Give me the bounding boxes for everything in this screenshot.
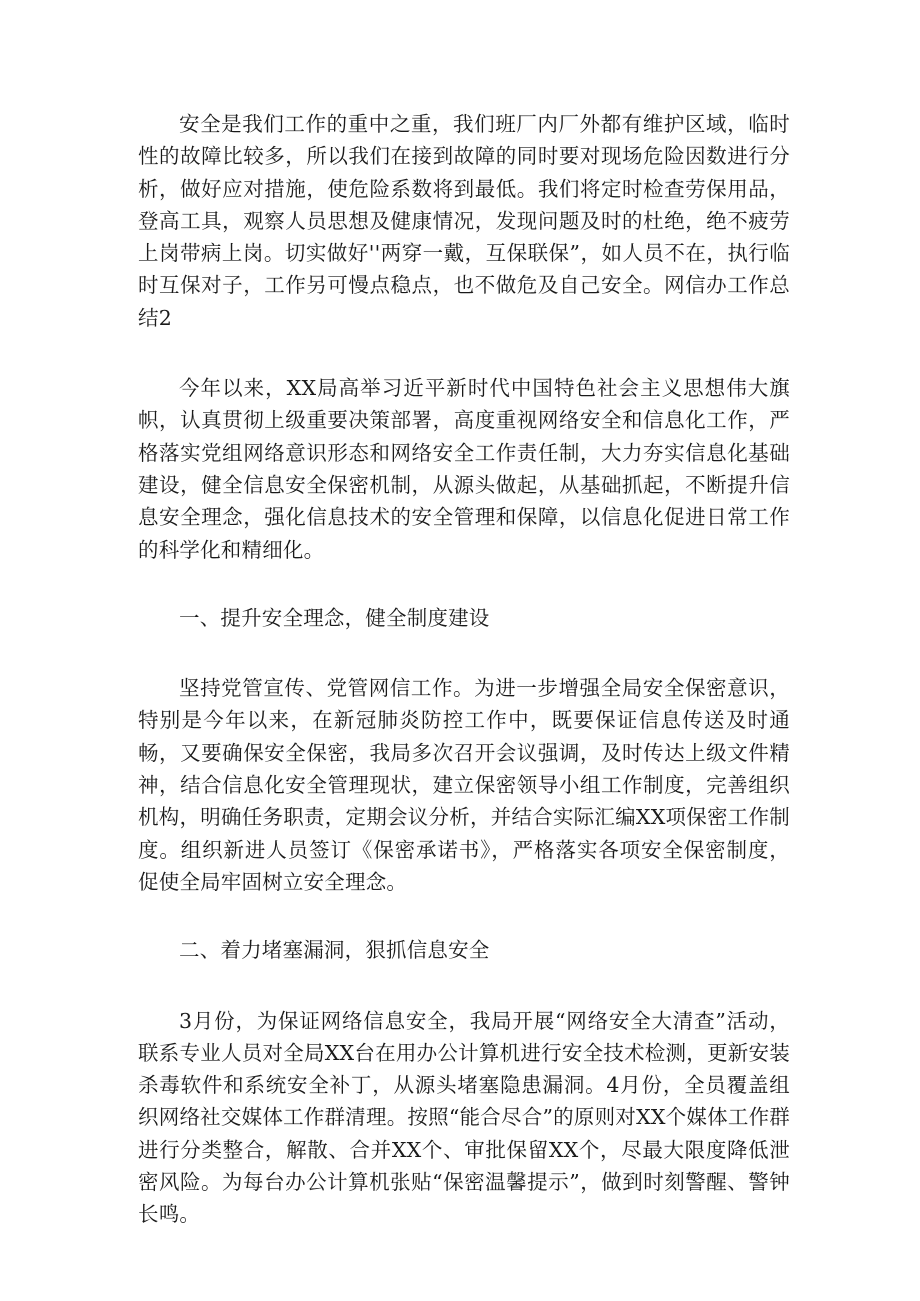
paragraph-security-concept: 坚持党管宣传、党管网信工作。为进一步增强全局安全保密意识，特别是今年以来，在新冠肺炎防控工作中，既要保证信息传送及时通畅，又要确保安全保密，我局多次召开会议强调，及时传达上级文件精神，结合信息化安全管理现状，建立保密领导小组工作制度，完善组织机构，明确任务职责，定期会议分析，并结合实际汇编XX项保密工作制度。组织新进人员签订《保密承诺书》，严格落实各项安全保密制度，促使全局牢固树立安全理念。 [138, 676, 790, 894]
paragraph-intro-summary: 今年以来，XX局高举习近平新时代中国特色社会主义思想伟大旗帜，认真贯彻上级重要决策部署，高度重视网络安全和信息化工作，严格落实党组网络意识形态和网络安全工作责任制，大力夯实信息化基础建设，健全信息安全保密机制，从源头做起，从基础抓起，不断提升信息安全理念，强化信息技术的安全管理和保障，以信息化促进日常工作的科学化和精细化。 [138, 376, 790, 562]
section-heading-2: 二、着力堵塞漏洞，狠抓信息安全 [179, 938, 490, 963]
section-heading-1: 一、提升安全理念，健全制度建设 [179, 605, 490, 630]
paragraph-safety-work: 安全是我们工作的重中之重，我们班厂内厂外都有维护区域，临时性的故障比较多，所以我们在接到故障的同时要对现场危险因数进行分析，做好应对措施，使危险系数将到最低。我们将定时检查劳保用品，登高工具，观察人员思想及健康情况，发现问题及时的杜绝，绝不疲劳上岗带病上岗。切实做好''两穿一戴，互保联保”，如人员不在，执行临时互保对子，工作另可慢点稳点，也不做危及自己安全。网信办工作总结2 [138, 112, 790, 330]
paragraph-information-security: 3月份，为保证网络信息安全，我局开展“网络安全大清查”活动，联系专业人员对全局XX台在用办公计算机进行安全技术检测，更新安装杀毒软件和系统安全补丁，从源头堵塞隐患漏洞。4月份，全员覆盖组织网络社交媒体工作群清理。按照“能合尽合”的原则对XX个媒体工作群进行分类整合，解散、合并XX个、审批保留XX个，尽最大限度降低泄密风险。为每台办公计算机张贴“保密温馨提示”，做到时刻警醒、警钟长鸣。 [138, 1008, 790, 1227]
document-page [138, 108, 790, 1231]
